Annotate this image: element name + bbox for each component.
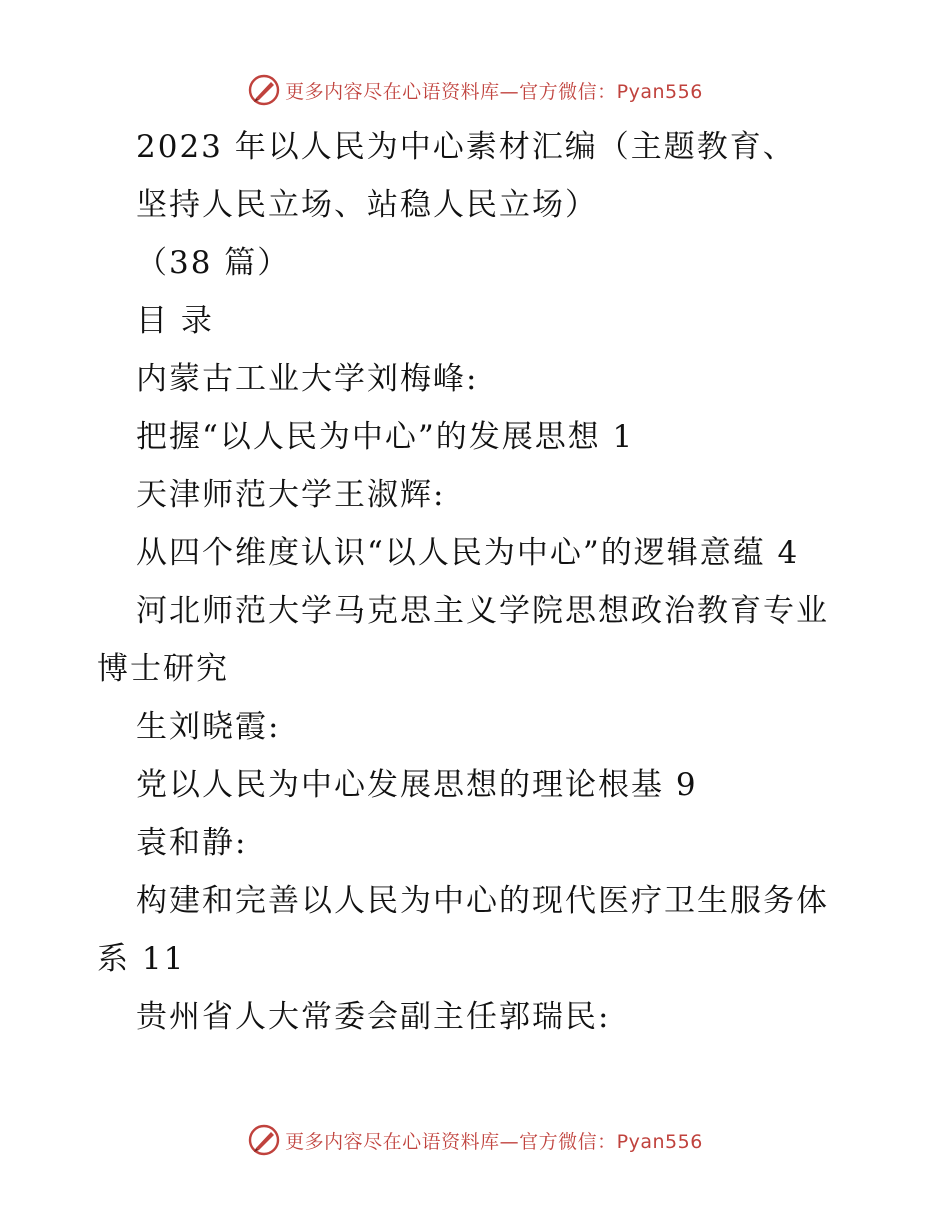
toc-entry: 党以人民为中心发展思想的理论根基 9 xyxy=(136,767,698,803)
toc-entry: 构建和完善以人民为中心的现代医疗卫生服务体 xyxy=(136,883,829,919)
pen-logo-icon xyxy=(247,73,281,107)
toc-author: 贵州省人大常委会副主任郭瑞民: xyxy=(136,999,611,1035)
header-watermark xyxy=(0,70,950,110)
footer-watermark xyxy=(0,1120,950,1160)
toc-author: 河北师范大学马克思主义学院思想政治教育专业 xyxy=(136,593,829,629)
doc-title-line-1: 2023 年以人民为中心素材汇编（主题教育、 xyxy=(136,129,796,165)
watermark-text: 更多内容尽在心语资料库—官方微信：Pyan556 xyxy=(285,1130,703,1153)
toc-author-continued: 博士研究 xyxy=(97,651,229,687)
pen-logo-icon xyxy=(247,1123,281,1157)
toc-author: 袁和静: xyxy=(136,825,248,861)
watermark-text: 更多内容尽在心语资料库—官方微信：Pyan556 xyxy=(285,80,703,103)
toc-entry: 把握“以人民为中心”的发展思想 1 xyxy=(136,419,635,455)
toc-entry-continued: 系 11 xyxy=(97,941,186,977)
toc-entry: 从四个维度认识“以人民为中心”的逻辑意蕴 4 xyxy=(136,535,800,571)
toc-author: 内蒙古工业大学刘梅峰: xyxy=(136,361,479,397)
toc-author-continued: 生刘晓霞: xyxy=(136,709,281,745)
toc-author: 天津师范大学王淑辉: xyxy=(136,477,446,513)
doc-title-line-2: 坚持人民立场、站稳人民立场） xyxy=(136,187,598,223)
doc-count: （38 篇） xyxy=(136,245,291,281)
toc-heading: 目 录 xyxy=(136,303,214,339)
